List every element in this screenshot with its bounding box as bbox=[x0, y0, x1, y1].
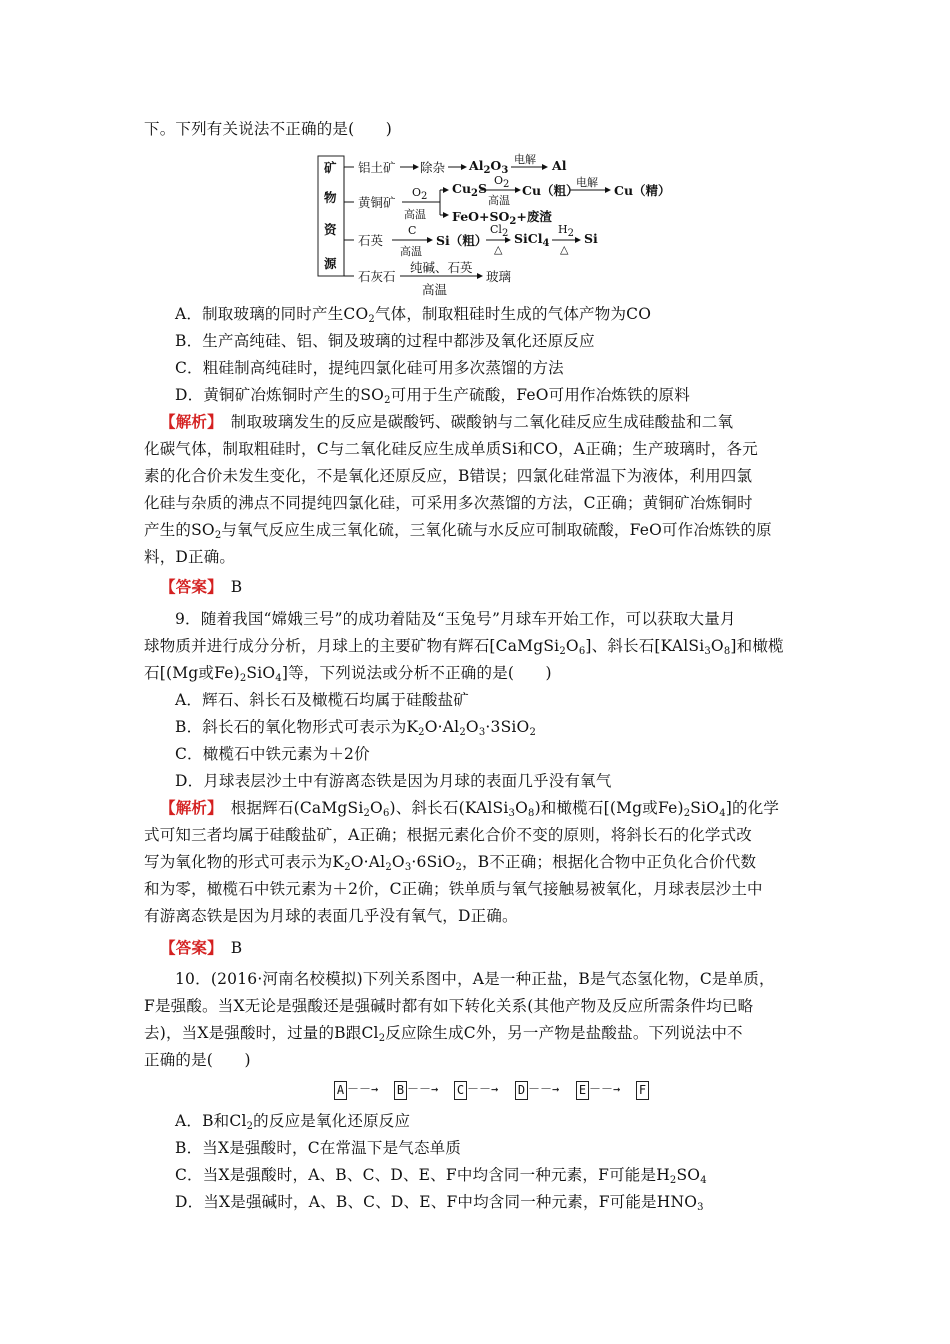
r3-cond-bot: 高温 bbox=[400, 245, 422, 258]
q8-option-b: B．生产高纯硅、铝、铜及玻璃的过程中都涉及氧化还原反应 bbox=[175, 332, 595, 350]
r4-glass: 玻璃 bbox=[486, 269, 512, 284]
chain-box-c: C bbox=[454, 1081, 467, 1100]
q10-option-c: C．当X是强酸时，A、B、C、D、E、F中均含同一种元素，F可能是$H_2SO_4$ bbox=[175, 1166, 707, 1186]
q9-answer: 【答案】 B bbox=[160, 938, 243, 957]
r3-c-top: $Cl_2$ bbox=[490, 223, 509, 239]
chain-arrow-3: －－→ bbox=[467, 1082, 499, 1096]
r2-c-bot: 高温 bbox=[488, 194, 510, 207]
chain-arrow-1: －－→ bbox=[347, 1082, 379, 1096]
analysis-tag: 【解析】 bbox=[160, 798, 216, 817]
q8-analysis-line-6: 料，D正确。 bbox=[144, 548, 236, 566]
q9-stem-line-2: 球物质并进行成分分析，月球上的主要矿物有辉石$[CaMgSi_2O_6]$、斜长石$[KAlSi_3O_8]$和橄榄 bbox=[144, 637, 784, 657]
q10-stem-line-2: F是强酸。当X无论是强酸还是强碱时都有如下转化关系(其他产物及反应所需条件均已略 bbox=[144, 997, 754, 1015]
q8-analysis-line-1: 【解析】 制取玻璃发生的反应是碳酸钙、碳酸钠与二氧化硅反应生成硅酸盐和二氧 bbox=[160, 412, 734, 431]
q9-stem-line-1: 9．随着我国“嫦娥三号”的成功着陆及“玉兔号”月球车开始工作，可以获取大量月 bbox=[175, 610, 736, 628]
q9-option-b: B．斜长石的氧化物形式可表示为$K_2O\cdot Al_2O_3\cdot 3SiO_2$ bbox=[175, 718, 537, 738]
q10-option-a: A．B和$Cl_2$的反应是氧化还原反应 bbox=[175, 1112, 411, 1132]
q9-analysis-line-2: 式可知三者均属于硅酸盐矿，A正确；根据元素化合价不变的原则，将斜长石的化学式改 bbox=[144, 826, 752, 844]
r1-alumina: $Al_2O_3$ bbox=[469, 158, 509, 176]
r4-cond-bot: 高温 bbox=[422, 282, 448, 297]
r2-c-top: $O_2$ bbox=[494, 174, 510, 190]
q8-stem: 下。下列有关说法不正确的是( ) bbox=[144, 120, 392, 138]
q9-stem-line-3: 石[(Mg或$Fe)_2SiO_4$]等，下列说法或分析不正确的是( ) bbox=[144, 664, 552, 684]
answer-tag: 【答案】 bbox=[160, 938, 216, 957]
q8-option-d: D．黄铜矿冶炼铜时产生的$SO_2$可用于生产硫酸，FeO可用作冶炼铁的原料 bbox=[175, 386, 690, 406]
chain-arrow-5: －－→ bbox=[589, 1082, 621, 1096]
r4-limestone: 石灰石 bbox=[358, 269, 396, 284]
mineral-flow-diagram bbox=[314, 150, 684, 300]
chain-box-b: B bbox=[394, 1081, 407, 1100]
r3-sicl4: SiCl$_4$ bbox=[514, 231, 550, 249]
q9-analysis-line-3: 写为氧化物的形式可表示为$K_2O\cdot Al_2O_3\cdot 6SiO_2$，B不正确；根据化合物中正负化合价代数 bbox=[144, 853, 757, 873]
q8-analysis-line-2: 化碳气体，制取粗硅时，C与二氧化硅反应生成单质Si和CO，A正确；生产玻璃时，各元 bbox=[144, 440, 758, 458]
answer-tag: 【答案】 bbox=[160, 577, 216, 596]
q8-option-c: C．粗硅制高纯硅时，提纯四氯化硅可用多次蒸馏的方法 bbox=[175, 359, 564, 377]
r3-cond-top: C bbox=[408, 224, 417, 237]
r1-aluminum: Al bbox=[552, 158, 567, 173]
q8-analysis-line-5: 产生的$SO_2$与氧气反应生成三氧化硫，三氧化硫与水反应可制取硫酸，FeO可作冶炼铁的原 bbox=[144, 521, 772, 541]
r1-purify: 除杂 bbox=[420, 160, 446, 175]
r2-crude-copper: Cu（粗） bbox=[522, 183, 579, 198]
q10-stem-line-1: 10．(2016·河南名校模拟)下列关系图中，A是一种正盐，B是气态氢化物，C是单质， bbox=[175, 970, 775, 988]
r2-cond-bot: 高温 bbox=[404, 208, 426, 221]
q9-analysis-line-1: 【解析】 根据辉石$(CaMgSi_2O_6)$、斜长石$(KAlSi_3O_8)$和橄榄石[(Mg或$Fe)_2SiO_4$]的化学 bbox=[160, 798, 780, 819]
r2-cond-top: $O_2$ bbox=[412, 186, 428, 202]
q9-analysis-line-4: 和为零，橄榄石中铁元素为＋2价，C正确；铁单质与氧气接触易被氧化，月球表层沙土中 bbox=[144, 880, 763, 898]
side-char-4: 源 bbox=[324, 256, 337, 271]
q10-stem-line-4: 正确的是( ) bbox=[144, 1051, 251, 1069]
q8-option-a: A．制取玻璃的同时产生$CO_2$气体，制取粗硅时生成的气体产物为CO bbox=[175, 305, 652, 325]
r3-pure-si: Si bbox=[584, 231, 598, 246]
r2-byproducts: $FeO+SO_2+$废渣 bbox=[452, 209, 552, 227]
q8-answer: 【答案】 B bbox=[160, 577, 243, 596]
q10-option-b: B．当X是强酸时，C在常温下是气态单质 bbox=[175, 1139, 462, 1157]
r2-electrolysis: 电解 bbox=[576, 176, 598, 189]
side-char-3: 资 bbox=[324, 222, 337, 237]
q10-stem-line-3: 去)，当X是强酸时，过量的B跟$Cl_2$反应除生成C外，另一产物是盐酸盐。下列说法中不 bbox=[144, 1024, 743, 1044]
r2-pure-copper: Cu（精） bbox=[614, 183, 671, 198]
chain-box-f: F bbox=[636, 1081, 649, 1100]
q10-option-d: D．当X是强碱时，A、B、C、D、E、F中均含同一种元素，F可能是$HNO_3$ bbox=[175, 1193, 704, 1213]
r3-crude-si: Si（粗） bbox=[436, 233, 488, 248]
r1-electrolysis: 电解 bbox=[514, 153, 536, 166]
r3-d-top: $H_2$ bbox=[558, 223, 574, 239]
chain-box-a: A bbox=[334, 1081, 347, 1100]
r3-quartz: 石英 bbox=[358, 233, 384, 248]
r1-bauxite: 铝土矿 bbox=[358, 160, 396, 175]
r2-cu2s: $Cu_2S$ bbox=[452, 181, 488, 199]
q9-option-a: A．辉石、斜长石及橄榄石均属于硅酸盐矿 bbox=[175, 691, 469, 709]
r3-c-bot: △ bbox=[494, 243, 503, 256]
r4-cond-top: 纯碱、石英 bbox=[410, 260, 473, 275]
chain-box-d: D bbox=[515, 1081, 528, 1100]
q9-analysis-line-5: 有游离态铁是因为月球的表面几乎没有氧气，D正确。 bbox=[144, 907, 518, 925]
r2-chalcopyrite: 黄铜矿 bbox=[358, 195, 396, 210]
chain-arrow-4: －－→ bbox=[528, 1082, 560, 1096]
chain-arrow-2: －－→ bbox=[407, 1082, 439, 1096]
q8-analysis-line-3: 素的化合价未发生变化，不是氧化还原反应，B错误；四氯化硅常温下为液体，利用四氯 bbox=[144, 467, 753, 485]
q8-analysis-line-4: 化硅与杂质的沸点不同提纯四氯化硅，可采用多次蒸馏的方法，C正确；黄铜矿冶炼铜时 bbox=[144, 494, 753, 512]
q10-relation-chain bbox=[334, 1081, 646, 1103]
side-char-2: 物 bbox=[324, 190, 337, 205]
analysis-tag: 【解析】 bbox=[160, 412, 216, 431]
q9-option-c: C．橄榄石中铁元素为＋2价 bbox=[175, 745, 370, 763]
chain-box-e: E bbox=[576, 1081, 589, 1100]
r3-d-bot: △ bbox=[560, 243, 569, 256]
side-char-1: 矿 bbox=[324, 160, 337, 175]
q9-option-d: D．月球表层沙土中有游离态铁是因为月球的表面几乎没有氧气 bbox=[175, 772, 612, 790]
